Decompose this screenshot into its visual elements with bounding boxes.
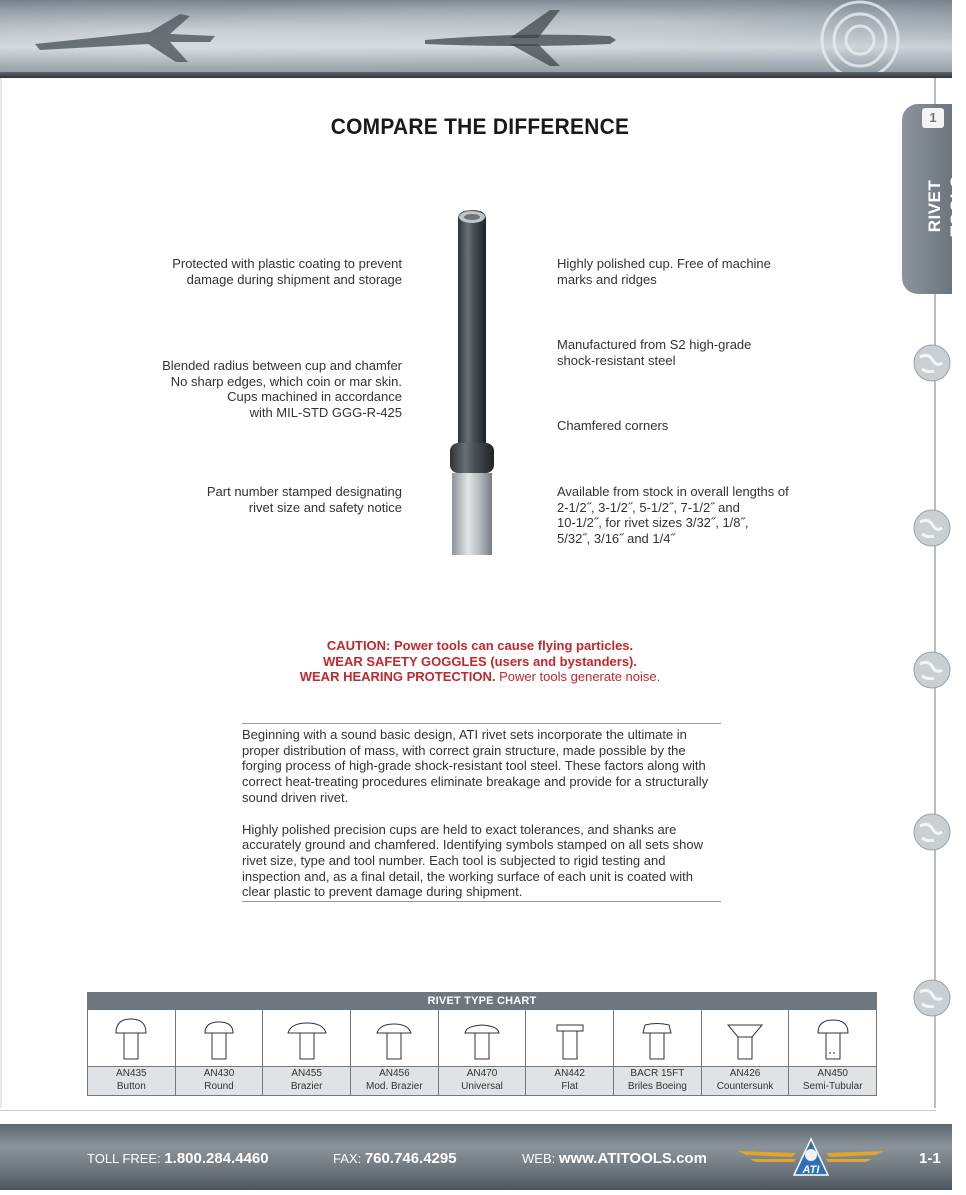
rivet-type-picture	[702, 1010, 789, 1066]
rivet-type-label	[176, 1066, 263, 1095]
caution-noise: Power tools generate noise.	[499, 669, 661, 684]
semi-tubular-rivet-icon	[811, 1013, 855, 1063]
rivet-name: Button	[116, 1080, 146, 1092]
universal-rivet-icon	[460, 1013, 504, 1063]
rivet-name: Round	[204, 1080, 234, 1092]
callout-s2-steel: Manufactured from S2 high-grade shock-resistant steel	[557, 337, 752, 368]
globe-icon	[912, 978, 952, 1018]
bottom-rule	[0, 1110, 936, 1111]
section-tab-number: 1	[922, 108, 944, 128]
header-banner	[0, 0, 952, 78]
rivet-set-illustration	[440, 205, 510, 555]
web-label: WEB:	[522, 1151, 556, 1166]
toll-free	[87, 1150, 269, 1167]
rivet-code: AN435	[116, 1068, 147, 1079]
page-title: COMPARE THE DIFFERENCE	[330, 114, 630, 139]
rivet-type-picture	[614, 1010, 701, 1066]
rivet-type-label	[614, 1066, 701, 1095]
rivet-code: AN442	[554, 1068, 585, 1079]
rivet-code: AN426	[729, 1068, 761, 1079]
flat-rivet-icon	[548, 1013, 592, 1063]
callout-plastic-coating: Protected with plastic coating to prevent damage during shipment and storage	[172, 256, 402, 287]
rivet-type-cell	[614, 1010, 702, 1095]
rivet-type-picture	[176, 1010, 263, 1066]
rivet-type-picture	[789, 1010, 876, 1066]
web-link[interactable]: www.ATITOOLS.com	[558, 1150, 707, 1167]
rivet-type-label	[351, 1066, 438, 1095]
fax	[333, 1150, 457, 1167]
page-frame-left	[0, 78, 2, 1108]
banner-edge	[0, 72, 952, 78]
description-paragraph: Beginning with a sound basic design, ATI rivet sets incorporate the ultimate in proper distribution of mass, with correct grain structure, made possible by the forging process of high-grade shock-resistant tool steel. These factors along with correct heat-treating procedures eliminate breakage and provide for a structurally sound driven rivet.	[242, 727, 709, 805]
rivet-name: Brazier	[290, 1080, 323, 1092]
rivet-type-picture	[439, 1010, 526, 1066]
round-rivet-icon	[197, 1013, 241, 1063]
callout-blended-radius: Blended radius between cup and chamfer No sharp edges, which coin or mar skin. Cups machined in accordance with MIL-STD GGG-R-425	[162, 358, 402, 420]
rivet-type-cell	[176, 1010, 264, 1095]
rivet-code: AN450	[817, 1068, 848, 1079]
callout-polished-cup: Highly polished cup. Free of machine marks and ridges	[557, 256, 771, 287]
brazier-rivet-icon	[285, 1013, 329, 1063]
logo-text: ATI	[802, 1164, 820, 1176]
rivet-name: Mod. Brazier	[366, 1080, 423, 1092]
rivet-type-label	[526, 1066, 613, 1095]
caution-line-1: CAUTION: Power tools can cause flying particles.	[326, 638, 634, 653]
rivet-type-cell	[702, 1010, 790, 1095]
description-box	[242, 723, 721, 902]
rivet-name: Countersunk	[716, 1080, 774, 1092]
rivet-code: AN456	[379, 1068, 410, 1079]
rivet-name: Briles Boeing	[627, 1080, 687, 1092]
section-tab-label: RIVET TOOLS	[925, 175, 966, 237]
page-number: 1-1	[919, 1150, 941, 1167]
callout-chamfered-corners: Chamfered corners	[557, 418, 669, 433]
globe-icon	[912, 343, 952, 383]
rivet-type-cell	[526, 1010, 614, 1095]
rivet-type-picture	[263, 1010, 350, 1066]
rivet-type-cell	[789, 1010, 876, 1095]
rivet-type-cell	[439, 1010, 527, 1095]
rivet-name: Universal	[461, 1080, 503, 1092]
toll-free-label: TOLL FREE:	[87, 1151, 161, 1166]
fax-label: FAX:	[333, 1151, 362, 1166]
briles-rivet-icon	[635, 1013, 679, 1063]
rivet-chart-title: RIVET TYPE CHART	[88, 993, 876, 1010]
globe-icon	[912, 812, 952, 852]
toll-free-number[interactable]: 1.800.284.4460	[164, 1150, 269, 1167]
rivet-type-chart	[87, 992, 877, 1096]
website	[522, 1150, 707, 1167]
rivet-type-label	[789, 1066, 876, 1095]
safety-caution	[0, 638, 960, 685]
rivet-type-picture	[351, 1010, 438, 1066]
callout-part-number: Part number stamped designating rivet size and safety notice	[206, 484, 402, 515]
rivet-code: AN455	[291, 1068, 322, 1079]
rivet-code: BACR 15FT	[630, 1068, 685, 1079]
rivet-type-cell	[88, 1010, 176, 1095]
rivet-type-label	[439, 1066, 526, 1095]
description-paragraph: Highly polished precision cups are held to exact tolerances, and shanks are accurately ground and chamfered. Identifying symbols stamped on all sets show rivet size, type and tool number. Each tool is subjected to rigid testing and inspection and, as a final detail, the working surface of each unit is coated with clear plastic to prevent damage during shipment.	[242, 821, 704, 900]
rivet-type-picture	[526, 1010, 613, 1066]
rivet-type-cell	[263, 1010, 351, 1095]
rivet-type-cell	[351, 1010, 439, 1095]
rivet-name: Semi-Tubular	[802, 1080, 863, 1092]
countersunk-rivet-icon	[723, 1013, 767, 1063]
caution-hearing: WEAR HEARING PROTECTION.	[299, 669, 496, 684]
rivet-chart-cells	[88, 1010, 876, 1095]
jet-plane-icon	[30, 4, 220, 64]
radar-icon	[790, 0, 950, 78]
rivet-code: AN470	[466, 1068, 498, 1079]
button-rivet-icon	[109, 1013, 153, 1063]
rivet-type-picture	[88, 1010, 175, 1066]
caution-line-2: WEAR SAFETY GOGGLES (users and bystanders).	[323, 653, 637, 669]
ati-logo	[736, 1135, 886, 1181]
globe-icon	[912, 508, 952, 548]
airliner-icon	[420, 6, 620, 68]
rivet-name: Flat	[561, 1080, 579, 1092]
mod-brazier-rivet-icon	[372, 1013, 416, 1063]
callout-available-lengths: Available from stock in overall lengths of 2-1/2˝, 3-1/2˝, 5-1/2˝, 7-1/2˝ and 10-1/2˝, for rivet sizes 3/32˝, 1/8˝, 5/32˝, 3/16˝ and 1/4˝	[557, 484, 789, 546]
caution-line-3	[0, 669, 960, 685]
fax-number: 760.746.4295	[364, 1150, 457, 1167]
rivet-type-label	[702, 1066, 789, 1095]
rivet-code: AN430	[203, 1068, 235, 1079]
rivet-type-label	[88, 1066, 175, 1095]
rivet-type-label	[263, 1066, 350, 1095]
